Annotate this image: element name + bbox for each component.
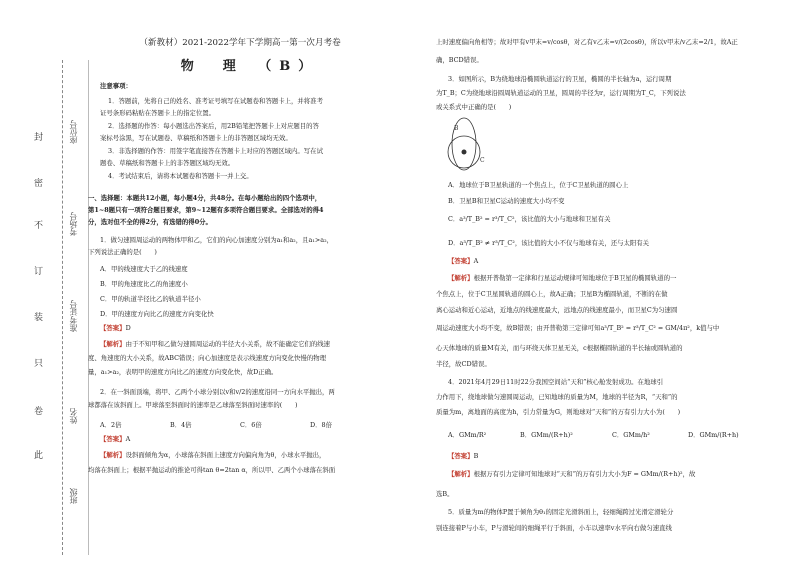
q3-option-a: A．地球位于B卫星轨道的一个焦点上，位于C卫星轨道的圆心上	[448, 181, 629, 189]
q4-analysis: 【解析】根据万有引力定律可知地球对“天和”的万有引力大小为F = GMm/(R+h)²，故	[448, 470, 696, 478]
q3-analysis: 周运动速度大小均不变，故B错误；由开普勒第三定律可知a³/T_B² = r³/T_C² = GM/4π²，k值与中	[436, 324, 720, 332]
admission-number-field[interactable]: 准考证号	[69, 300, 78, 332]
q2-stem: 2．在一斜面顶端，将甲、乙两个小球分别以v和v/2的速度沿同一方向水平抛出，两	[100, 388, 335, 396]
seal-char: 此	[34, 451, 44, 461]
q1-analysis: 量，a₁>a₂，表明甲的速度方向比乙的速度方向变化快，故D正确。	[88, 368, 278, 376]
seal-char: 装	[34, 313, 44, 323]
q4-answer: 【答案】B	[448, 452, 479, 460]
q4-option-a: A．GMm/R²	[448, 431, 487, 439]
q1-option-b: B．甲的角速度比乙的角速度小	[100, 280, 188, 288]
q2-analysis-cont: 确，BCD错误。	[436, 56, 483, 64]
section-heading: 一、选择题：本题共12小题，每小题4分，共48分。在每小题给出的四个选项中，	[88, 194, 322, 202]
orbit-label-b: B	[454, 125, 459, 132]
notes-line: 题卷、草稿纸和答题卡上的非答题区域均无效。	[100, 159, 235, 167]
q2-option-a: A．2倍	[100, 421, 122, 429]
q4-analysis: 选B。	[436, 490, 454, 498]
q3-analysis: 【解析】根据开普勒第一定律和行星运动规律可知地球位于B卫星的椭圆轨道的一	[448, 274, 677, 282]
q3-option-b: B．卫星B和卫星C运动的速度大小均不变	[448, 197, 565, 205]
q1-analysis: 度、角速度的大小关系，故ABC错误；向心加速度是表示线速度方向变化快慢的物理	[88, 354, 326, 362]
exam-room-field[interactable]: 考场号	[69, 212, 78, 236]
q1-option-d: D．甲的速度方向比乙的速度方向变化快	[100, 310, 214, 318]
q4-stem: 力作用下，绕地球做匀速圆周运动，已知地球的质量为M，地球的半径为R，“天和”的	[436, 393, 678, 401]
q2-option-d: D．8倍	[310, 421, 332, 429]
q2-option-b: B．4倍	[170, 421, 192, 429]
binding-line	[88, 60, 89, 555]
q3-analysis: 半径，故CD错误。	[436, 360, 491, 368]
subject-title: 物 理 （B）	[180, 59, 320, 74]
section-heading: 第1~8题只有一项符合题目要求，第9~12题有多项符合题目要求。全部选对的得4	[88, 206, 324, 214]
notes-line: 3．非选择题的作答：用签字笔直接答在答题卡上对应的答题区域内。写在试	[108, 147, 323, 155]
cut-line	[62, 60, 63, 555]
q4-stem: 4．2021年4月29日11时22分我国空间站“天和”核心舱发射成功。在地球引	[448, 378, 664, 386]
seat-number-field[interactable]: 座位号	[69, 120, 78, 144]
q1-option-a: A．甲的线速度大于乙的线速度	[100, 265, 188, 273]
q5-stem: 别连接着P与小车，P与滑轮间的细绳平行于斜面，小车以速率v水平向右做匀速直线	[436, 524, 672, 532]
orbit-diagram	[440, 116, 488, 172]
notes-line: 证号条形码粘贴在答题卡上的指定位置。	[100, 109, 216, 117]
seal-char: 封	[34, 133, 44, 143]
q3-answer: 【答案】A	[448, 257, 479, 265]
q3-analysis: 心天体地球的质量M有关，而与环绕天体卫星无关，c根据椭圆轨道的半长轴或圆轨道的	[436, 344, 683, 352]
seal-char: 密	[34, 179, 44, 189]
notes-line: 1．答题前，先将自己的姓名、准考证号填写在试题卷和答题卡上，并将准考	[108, 97, 323, 105]
exam-title: （新教材）2021-2022学年下学期高一第一次月考卷	[139, 38, 341, 48]
q3-stem: 或关系式中正确的是( )	[436, 103, 512, 111]
q5-stem: 5．质量为m的物体P置于倾角为θ₁的固定光滑斜面上，轻细绳跨过光滑定滑轮分	[448, 508, 674, 516]
notes-line: 案标号涂黑，写在试题卷、草稿纸和答题卡上的非答题区域均无效。	[100, 134, 292, 142]
q1-analysis: 【解析】由于不知甲和乙做匀速圆周运动的半径大小关系，故不能确定它们的线速	[100, 340, 331, 348]
section-heading: 分，选对但不全的得2分，有选错的得0分。	[88, 218, 212, 226]
seal-char: 只	[34, 359, 44, 369]
q3-analysis: 离心运动和近心运动，近地点的线速度最大，远地点的线速度最小，而卫星C为匀速圆	[436, 306, 678, 314]
seal-char: 订	[34, 267, 44, 277]
q4-option-d: D．GMm/(R+h)	[688, 431, 739, 439]
seal-char: 卷	[34, 407, 44, 417]
q3-stem: 3．如图所示，B为绕地球沿椭圆轨道运行的卫星，椭圆的半长轴为a，运行周期	[448, 75, 672, 83]
notes-line: 4．考试结束后，请将本试题卷和答题卡一并上交。	[108, 172, 253, 180]
q2-stem: 球都落在该斜面上。甲球落至斜面时的速率是乙球落至斜面时速率的( )	[88, 401, 298, 409]
q3-option-c: C．a³/T_B² = r³/T_C²，该比值的大小与地球和卫星有关	[448, 215, 611, 223]
binding-strip	[0, 0, 92, 562]
q1-option-c: C．甲的轨道半径比乙的轨道半径小	[100, 295, 201, 303]
q2-option-c: C．6倍	[240, 421, 262, 429]
q3-option-d: D．a³/T_B² ≠ r³/T_C²，该比值的大小不仅与地球有关，还与太阳有关	[448, 239, 650, 247]
q2-analysis: 均落在斜面上；根据平抛运动的推论可得tan θ=2tan α，所以甲、乙两个小球落在斜面	[88, 466, 336, 474]
seal-char: 不	[34, 221, 44, 231]
class-field[interactable]: 班级	[69, 488, 78, 504]
q4-option-b: B．GMm/(R+h)²	[520, 431, 573, 439]
q1-stem: 下列说法正确的是( )	[88, 248, 157, 256]
notes-heading: 注意事项：	[100, 82, 132, 90]
q3-stem: 为T_B；C为绕地球沿圆周轨道运动的卫星，圆周的半径为r，运行周期为T_C，下列说法	[436, 89, 686, 97]
q3-analysis: 个焦点上，位于C卫星圆轨道的圆心上，故A正确；卫星B为椭圆轨道，不断的在做	[436, 290, 668, 298]
q2-analysis: 【解析】设斜面倾角为α，小球落在斜面上速度方向偏向角为θ，小球水平抛出，	[100, 451, 326, 459]
q1-answer: 【答案】D	[100, 324, 131, 332]
q4-option-c: C．GMm/h²	[612, 431, 650, 439]
name-field[interactable]: 姓名	[69, 408, 78, 424]
q4-stem: 质量为m，离地面的高度为h，引力常量为G，则地球对“天和”的万有引力大小为( )	[436, 408, 681, 416]
q1-stem: 1．做匀速圆周运动的两物体甲和乙，它们的向心加速度分别为a₁和a₂，且a₁>a₂，	[100, 236, 334, 244]
notes-line: 2．选择题的作答：每小题选出答案后，用2B铅笔把答题卡上对应题目的答	[108, 122, 319, 130]
orbit-label-c: C	[480, 157, 485, 164]
q2-answer: 【答案】A	[100, 435, 131, 443]
q2-analysis-cont: 上时速度偏向角相等；故对甲有v甲末=v/cosθ，对乙有v乙末=v/(2cosθ)，所以v甲末/v乙末=2/1，故A正	[436, 38, 738, 46]
earth-dot	[462, 150, 467, 155]
